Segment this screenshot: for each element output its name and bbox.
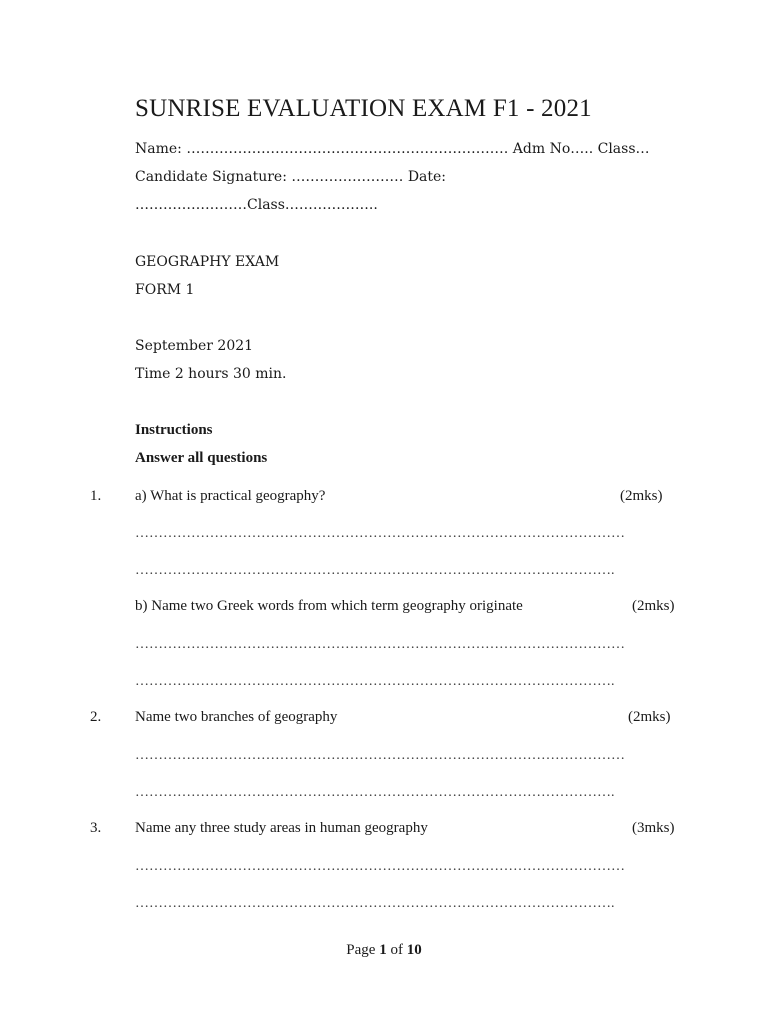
answer-line: …………………………………………………………………………………………. [135,785,615,800]
signature-line: Candidate Signature: …………………… Date: [135,169,447,185]
page-number-footer [0,942,768,959]
page-of: of [390,942,403,958]
name-line: Name: …………………………………………………………… Adm No….. Class… [135,141,650,157]
answer-line: …………………………………………………………………………………………… [135,526,625,541]
form-label: FORM 1 [135,282,195,298]
question-text: Name any three study areas in human geography [135,820,428,836]
page-current: 1 [379,942,387,958]
exam-duration: Time 2 hours 30 min. [135,366,287,382]
instructions-heading: Instructions [135,422,213,438]
question-marks: (2mks) [628,709,671,725]
question-number: 2. [90,709,102,725]
question-text: b) Name two Greek words from which term geography originate [135,598,523,614]
answer-line: …………………………………………………………………………………………… [135,859,625,874]
question-text: Name two branches of geography [135,709,338,725]
question-marks: (3mks) [632,820,675,836]
question-number: 1. [90,488,102,504]
exam-title: SUNRISE EVALUATION EXAM F1 - 2021 [135,95,592,122]
answer-line: …………………………………………………………………………………………… [135,748,625,763]
page-label: Page [346,942,376,958]
instructions-text: Answer all questions [135,450,268,466]
answer-line: …………………………………………………………………………………………… [135,637,625,652]
class-line: ……………………Class……………….. [135,197,378,213]
exam-date: September 2021 [135,338,254,354]
answer-line: …………………………………………………………………………………………. [135,563,615,578]
subject-label: GEOGRAPHY EXAM [135,254,280,270]
question-text: a) What is practical geography? [135,488,326,504]
answer-line: …………………………………………………………………………………………. [135,674,615,689]
page-total: 10 [406,942,422,958]
answer-line: …………………………………………………………………………………………. [135,896,615,911]
question-marks: (2mks) [632,598,675,614]
question-marks: (2mks) [620,488,663,504]
question-number: 3. [90,820,102,836]
